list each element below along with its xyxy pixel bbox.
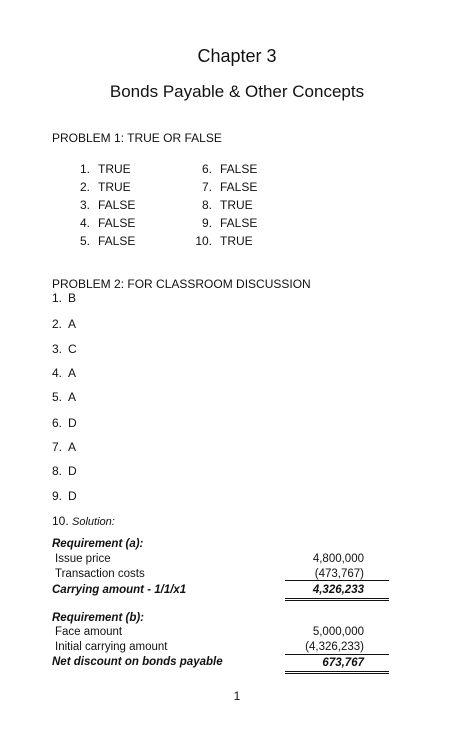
subtotal-rule: [285, 654, 389, 655]
req-b-label-initial-carrying: Initial carrying amount: [55, 641, 168, 653]
subtotal-rule: [285, 580, 389, 581]
tf-item: 4. FALSE: [79, 216, 136, 230]
chapter-title: Chapter 3: [197, 46, 277, 66]
mc-item-solution: 10. Solution:: [52, 514, 115, 528]
req-b-label-face-amount: Face amount: [55, 626, 123, 638]
req-a-value-transaction-costs: (473,767): [314, 568, 364, 580]
tf-item: 8. TRUE: [201, 198, 253, 212]
total-double-rule-top: [285, 598, 389, 599]
mc-item: 3. C: [52, 342, 77, 356]
mc-item: 2. A: [52, 317, 77, 331]
req-a-total-label: Carrying amount - 1/1/x1: [52, 584, 187, 596]
tf-item: 9. FALSE: [201, 216, 258, 230]
req-a-value-issue-price: 4,800,000: [312, 553, 364, 565]
total-double-rule-bottom: [285, 600, 389, 601]
tf-item: 10. TRUE: [195, 234, 253, 248]
requirement-b-title: Requirement (b):: [52, 612, 144, 624]
tf-item: 3. FALSE: [79, 198, 136, 212]
chapter-subtitle: Bonds Payable & Other Concepts: [109, 82, 365, 101]
req-a-label-transaction-costs: Transaction costs: [55, 568, 145, 580]
problem1-heading: PROBLEM 1: TRUE OR FALSE: [52, 131, 222, 145]
mc-item: 6. D: [52, 416, 77, 430]
mc-item: 7. A: [52, 440, 77, 454]
total-double-rule-top: [285, 671, 389, 672]
requirement-a-title: Requirement (a):: [52, 538, 144, 550]
req-a-total-value: 4,326,233: [312, 584, 364, 596]
req-a-label-issue-price: Issue price: [55, 553, 111, 565]
tf-item: 1. TRUE: [79, 162, 131, 176]
mc-item: 9. D: [52, 489, 77, 503]
req-b-value-face-amount: 5,000,000: [312, 626, 364, 638]
mc-item: 8. D: [52, 464, 77, 478]
mc-item: 4. A: [52, 366, 77, 380]
page-number: 1: [233, 689, 241, 703]
tf-item: 2. TRUE: [79, 180, 131, 194]
mc-item: 5. A: [52, 390, 77, 404]
req-b-total-value: 673,767: [322, 657, 364, 669]
problem2-heading: PROBLEM 2: FOR CLASSROOM DISCUSSION: [52, 277, 311, 291]
req-b-value-initial-carrying: (4,326,233): [305, 641, 364, 653]
tf-item: 6. FALSE: [201, 162, 258, 176]
total-double-rule-bottom: [285, 673, 389, 674]
mc-item: 1. B: [52, 291, 77, 305]
tf-item: 7. FALSE: [201, 180, 258, 194]
tf-item: 5. FALSE: [79, 234, 136, 248]
req-b-total-label: Net discount on bonds payable: [52, 656, 223, 668]
